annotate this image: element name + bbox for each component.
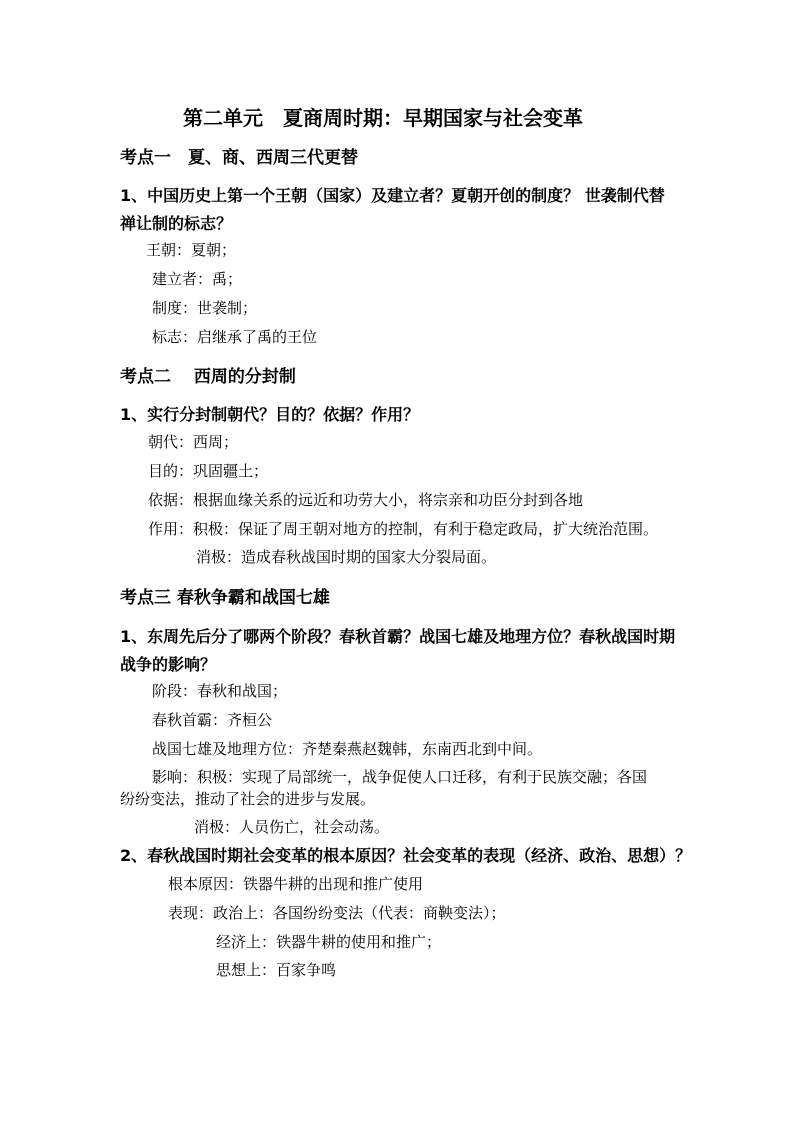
answer-line: 消极：造成春秋战国时期的国家大分裂局面。 (196, 548, 497, 566)
answer-line: 阶段：春秋和战国； (152, 682, 288, 700)
answer-line: 依据：根据血缘关系的远近和功劳大小，将宗亲和功臣分封到各地 (148, 491, 584, 509)
answer-line: 消极：人员伤亡，社会动荡。 (194, 818, 390, 836)
question-line: 禅让制的标志？ (120, 214, 233, 233)
answer-line: 根本原因：铁器牛耕的出现和推广使用 (168, 875, 424, 893)
answer-line: 标志：启继承了禹的王位 (152, 328, 318, 346)
section-heading-1: 考点一 夏、商、西周三代更替 (120, 148, 358, 168)
answer-line: 春秋首霸：齐桓公 (152, 711, 273, 729)
answer-line: 建立者：禹； (152, 270, 243, 288)
answer-line: 纷纷变法，推动了社会的进步与发展。 (120, 790, 376, 808)
answer-line: 王朝：夏朝； (146, 241, 237, 259)
answer-line: 表现：政治上：各国纷纷变法（代表：商鞅变法）； (168, 904, 506, 922)
answer-line: 朝代：西周； (148, 433, 239, 451)
answer-line: 战国七雄及地理方位：齐楚秦燕赵魏韩，东南西北到中间。 (152, 740, 543, 758)
question-line: 1、实行分封制朝代？目的？依据？作用？ (120, 405, 420, 424)
answer-line: 思想上：百家争鸣 (216, 961, 337, 979)
answer-line: 制度：世袭制； (152, 299, 258, 317)
answer-line: 目的：巩固疆土； (148, 462, 269, 480)
section-heading-2: 考点二 西周的分封制 (120, 367, 296, 387)
question-line: 1、中国历史上第一个王朝（国家）及建立者？夏朝开创的制度？ 世袭制代替 (120, 186, 665, 205)
document-title: 第二单元 夏商周时期：早期国家与社会变革 (183, 106, 583, 130)
question-line: 2、春秋战国时期社会变革的根本原因？社会变革的表现（经济、政治、思想）？ (120, 846, 692, 865)
question-line: 1、东周先后分了哪两个阶段？春秋首霸？战国七雄及地理方位？春秋战国时期 (120, 627, 676, 646)
section-heading-3: 考点三 春秋争霸和战国七雄 (120, 588, 330, 608)
answer-line: 作用：积极：保证了周王朝对地方的控制，有利于稳定政局，扩大统治范围。 (148, 520, 659, 538)
question-line: 战争的影响？ (120, 655, 217, 674)
answer-line: 影响：积极：实现了局部统一，战争促使人口迁移，有利于民族交融；各国 (152, 768, 648, 786)
answer-line: 经济上：铁器牛耕的使用和推广； (216, 933, 442, 951)
